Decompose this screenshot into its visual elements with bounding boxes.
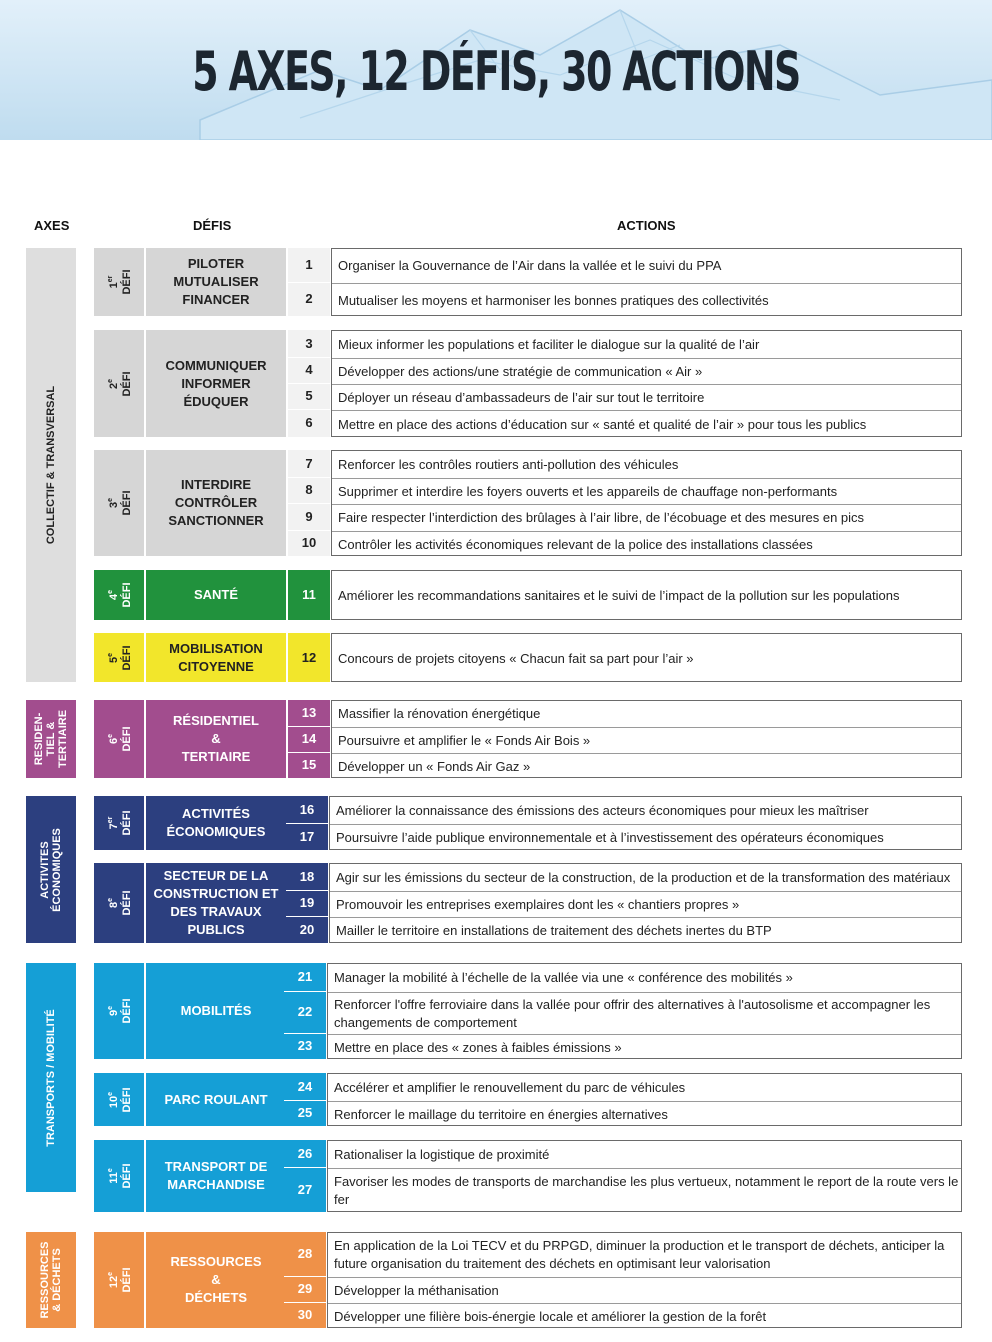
action-text: Favoriser les modes de transports de marchandise les plus vertueux, notamment le report de la route vers le fer xyxy=(334,1174,959,1207)
defi-label-text: TRANSPORT DE MARCHANDISE xyxy=(164,1159,268,1192)
action-number: 12 xyxy=(301,650,317,665)
defi-5-number xyxy=(94,633,144,682)
defi-label-text: RESSOURCES & DÉCHETS xyxy=(170,1254,262,1305)
action-text: Rationaliser la logistique de proximité xyxy=(334,1146,550,1162)
defi-ordinal: 5e DÉFI xyxy=(107,644,133,671)
defi-12-action-numbers xyxy=(284,1232,326,1328)
action-number: 20 xyxy=(299,922,315,937)
defi-label-text: MOBILISATION CITOYENNE xyxy=(169,640,263,674)
row-separator xyxy=(288,357,330,358)
row-separator xyxy=(288,752,330,753)
defi-label-text: INTERDIRE CONTRÔLER SANCTIONNER xyxy=(168,477,264,528)
defi-3-actions xyxy=(331,450,962,556)
defi-10-action-numbers xyxy=(284,1073,326,1126)
action-row xyxy=(332,753,961,779)
action-row xyxy=(332,384,961,410)
action-text: Accélérer et amplifier le renouvellement du parc de véhicules xyxy=(334,1079,686,1095)
defi-1-label xyxy=(146,248,286,316)
action-text: Concours de projets citoyens « Chacun fait sa part pour l’air » xyxy=(338,650,694,666)
defi-11-action-numbers xyxy=(284,1140,326,1212)
action-number: 21 xyxy=(297,969,313,984)
row-separator xyxy=(288,530,330,531)
defi-ordinal: 9e DÉFI xyxy=(107,998,133,1024)
defi-ordinal: 11e DÉFI xyxy=(107,1163,133,1189)
action-text: En application de la Loi TECV et du PRPGD, diminuer la production et le transport de déchets, anticiper la future organisation du traitement des déchets en optimisant leur valorisation xyxy=(334,1238,945,1271)
action-row xyxy=(328,1233,961,1277)
action-row xyxy=(332,410,961,438)
defi-ordinal: 12e DÉFI xyxy=(107,1267,133,1293)
defi-4-number xyxy=(94,570,144,620)
action-text: Développer un « Fonds Air Gaz » xyxy=(338,758,531,774)
action-number: 13 xyxy=(301,705,317,720)
axis-label: COLLECTIF & TRANSVERSAL xyxy=(45,385,57,545)
header-banner xyxy=(0,0,992,140)
action-row xyxy=(332,358,961,384)
defi-1-actions xyxy=(331,248,962,316)
action-text: Mailler le territoire en installations de traitement des déchets inertes du BTP xyxy=(336,923,772,938)
axis-label: TRANSPORTS / MOBILITÉ xyxy=(45,1008,57,1147)
defi-label-text: SECTEUR DE LA CONSTRUCTION ET DES TRAVAUX PUBLICS xyxy=(153,868,279,937)
axis-3 xyxy=(26,796,76,943)
action-text: Renforcer les contrôles routiers anti-pollution des véhicules xyxy=(338,456,679,472)
axis-label: RESIDEN- TIEL & TERTIAIRE xyxy=(33,709,69,769)
action-row xyxy=(330,797,961,824)
action-number: 17 xyxy=(299,829,315,844)
defi-label-text: COMMUNIQUER INFORMER ÉDUQUER xyxy=(165,357,267,409)
defi-3-number xyxy=(94,450,144,556)
defi-3-action-numbers xyxy=(288,450,330,556)
action-text: Développer une filière bois-énergie locale et améliorer la gestion de la forêt xyxy=(334,1308,767,1324)
action-row xyxy=(332,531,961,557)
action-number: 26 xyxy=(297,1146,313,1161)
axis-2 xyxy=(26,700,76,778)
action-row xyxy=(328,1074,961,1101)
action-row xyxy=(328,1034,961,1060)
defi-11-label xyxy=(146,1140,286,1212)
defi-5-label xyxy=(146,633,286,682)
defi-10-actions xyxy=(327,1073,962,1126)
actions-column-header: ACTIONS xyxy=(617,218,676,233)
row-separator xyxy=(288,383,330,384)
defi-label-text: ACTIVITÉS ÉCONOMIQUES xyxy=(166,806,266,839)
defi-6-number xyxy=(94,700,144,778)
defi-11-actions xyxy=(327,1140,962,1212)
defi-2-actions xyxy=(331,330,962,437)
action-text: Agir sur les émissions du secteur de la construction, de la production et de la transformation des matériaux xyxy=(336,869,951,885)
action-text: Renforcer l'offre ferroviaire dans la vallée pour offrir des alternatives à l'autosolisme et accompagner les changements de comportement xyxy=(334,996,931,1030)
action-number: 25 xyxy=(297,1105,313,1120)
defi-8-number xyxy=(94,863,144,943)
action-number: 3 xyxy=(305,336,313,351)
row-separator xyxy=(284,991,326,992)
action-number: 24 xyxy=(297,1079,313,1094)
action-row xyxy=(332,451,961,478)
defi-8-actions xyxy=(329,863,962,943)
action-text: Déployer un réseau d’ambassadeurs de l’air sur tout le territoire xyxy=(338,389,705,405)
defi-7-action-numbers xyxy=(286,796,328,850)
action-row xyxy=(328,1141,961,1168)
defi-9-actions xyxy=(327,963,962,1059)
defi-11-number xyxy=(94,1140,144,1212)
action-text: Mettre en place des actions d’éducation sur « santé et qualité de l’air » pour tous les publics xyxy=(338,416,867,432)
axis-label: ACTIVITES ÉCONOMIQUES xyxy=(39,827,63,912)
defi-label-text: MOBILITÉS xyxy=(180,1003,252,1018)
row-separator xyxy=(284,1033,326,1034)
row-separator xyxy=(288,477,330,478)
row-separator xyxy=(284,1276,326,1277)
action-text: Massifier la rénovation énergétique xyxy=(338,706,541,721)
action-number: 6 xyxy=(305,415,313,430)
defi-2-action-numbers xyxy=(288,330,330,437)
action-number: 18 xyxy=(299,869,315,884)
action-row xyxy=(332,727,961,753)
defi-10-number xyxy=(94,1073,144,1126)
action-text: Développer la méthanisation xyxy=(334,1282,499,1298)
action-row xyxy=(332,249,961,283)
defi-3-label xyxy=(146,450,286,556)
row-separator xyxy=(286,916,328,917)
action-row xyxy=(332,283,961,317)
action-row xyxy=(330,864,961,891)
action-number: 16 xyxy=(299,802,315,817)
action-number: 8 xyxy=(305,482,313,497)
action-text: Faire respecter l’interdiction des brûlages à l’air libre, de l’écobuage et des mesures en pics xyxy=(338,510,865,525)
defi-label-text: SANTÉ xyxy=(193,587,239,602)
defi-5-action-numbers xyxy=(288,633,330,682)
row-separator xyxy=(288,409,330,410)
axis-5 xyxy=(26,1232,76,1328)
action-number: 27 xyxy=(297,1182,313,1197)
action-text: Poursuivre l’aide publique environnementale et à l’investissement des opérateurs économiques xyxy=(336,830,884,845)
defi-12-actions xyxy=(327,1232,962,1328)
action-row xyxy=(328,1303,961,1329)
defi-label-text: PARC ROULANT xyxy=(164,1091,268,1107)
defi-2-label xyxy=(146,330,286,437)
row-separator xyxy=(288,503,330,504)
action-text: Poursuivre et amplifier le « Fonds Air Bois » xyxy=(338,732,591,748)
action-number: 5 xyxy=(305,388,313,403)
action-number: 9 xyxy=(305,509,313,524)
axes-column-header: AXES xyxy=(34,218,70,233)
action-number: 1 xyxy=(305,257,313,272)
action-row xyxy=(332,504,961,531)
action-row xyxy=(328,964,961,992)
defi-ordinal: 1er DÉFI xyxy=(107,269,133,295)
row-separator xyxy=(288,726,330,727)
defi-5-actions xyxy=(331,633,962,682)
defi-ordinal: 4e DÉFI xyxy=(107,582,133,608)
action-row xyxy=(330,891,961,917)
defi-7-actions xyxy=(329,796,962,850)
action-number: 15 xyxy=(301,757,317,772)
action-row xyxy=(332,331,961,358)
defi-8-label xyxy=(146,863,286,943)
action-number: 30 xyxy=(297,1307,313,1322)
defi-12-label xyxy=(146,1232,286,1328)
row-separator xyxy=(284,1302,326,1303)
defi-9-action-numbers xyxy=(284,963,326,1059)
action-number: 14 xyxy=(301,731,317,746)
action-row xyxy=(328,992,961,1034)
action-text: Supprimer et interdire les foyers ouverts et les appareils de chauffage non-performants xyxy=(338,483,838,499)
defi-ordinal: 7er DÉFI xyxy=(107,810,133,836)
action-row xyxy=(332,571,961,621)
defi-10-label xyxy=(146,1073,286,1126)
axis-1 xyxy=(26,248,76,682)
row-separator xyxy=(286,823,328,824)
action-row xyxy=(328,1101,961,1127)
defi-4-action-numbers xyxy=(288,570,330,620)
defi-ordinal: 8e DÉFI xyxy=(107,890,133,916)
action-row xyxy=(330,824,961,851)
action-number: 29 xyxy=(297,1281,313,1296)
action-number: 22 xyxy=(297,1004,313,1019)
defi-ordinal: 2e DÉFI xyxy=(107,370,133,397)
action-row xyxy=(330,917,961,944)
action-number: 23 xyxy=(297,1038,313,1053)
action-text: Promouvoir les entreprises exemplaires dont les « chantiers propres » xyxy=(336,896,740,912)
row-separator xyxy=(284,1100,326,1101)
action-number: 7 xyxy=(305,456,313,471)
action-row xyxy=(328,1168,961,1213)
defi-9-label xyxy=(146,963,286,1059)
defi-12-number xyxy=(94,1232,144,1328)
action-text: Développer des actions/une stratégie de communication « Air » xyxy=(338,363,703,379)
action-text: Améliorer les recommandations sanitaires et le suivi de l’impact de la pollution sur les populations xyxy=(338,588,900,603)
defi-4-label xyxy=(146,570,286,620)
action-text: Mieux informer les populations et faciliter le dialogue sur la qualité de l’air xyxy=(338,336,760,352)
defis-column-header: DÉFIS xyxy=(193,218,232,233)
action-number: 10 xyxy=(301,535,317,550)
row-separator xyxy=(288,282,330,283)
action-row xyxy=(332,701,961,727)
defi-7-number xyxy=(94,796,144,850)
axis-4 xyxy=(26,963,76,1192)
action-row xyxy=(328,1277,961,1303)
defi-2-number xyxy=(94,330,144,437)
defi-1-action-numbers xyxy=(288,248,330,316)
defi-ordinal: 3e DÉFI xyxy=(107,490,133,516)
action-number: 4 xyxy=(305,362,313,377)
action-row xyxy=(332,634,961,683)
action-text: Contrôler les activités économiques relevant de la police des installations classées xyxy=(338,536,813,552)
defi-9-number xyxy=(94,963,144,1059)
defi-7-label xyxy=(146,796,286,850)
row-separator xyxy=(286,890,328,891)
page-title: 5 AXES, 12 DÉFIS, 30 ACTIONS xyxy=(192,40,800,103)
defi-1-number xyxy=(94,248,144,316)
action-row xyxy=(332,478,961,504)
defi-4-actions xyxy=(331,570,962,620)
defi-ordinal: 10e DÉFI xyxy=(107,1086,133,1113)
row-separator xyxy=(284,1167,326,1168)
action-text: Améliorer la connaissance des émissions des acteurs économiques pour mieux les maîtriser xyxy=(336,802,869,818)
action-number: 11 xyxy=(302,587,316,602)
action-text: Manager la mobilité à l’échelle de la vallée via une « conférence des mobilités » xyxy=(334,970,793,985)
defi-ordinal: 6e DÉFI xyxy=(107,726,133,752)
defi-6-actions xyxy=(331,700,962,778)
action-number: 28 xyxy=(297,1246,313,1261)
axis-label: RESSOURCES & DÉCHETS xyxy=(39,1241,63,1319)
action-text: Mettre en place des « zones à faibles émissions » xyxy=(334,1039,622,1055)
action-text: Organiser la Gouvernance de l’Air dans la vallée et le suivi du PPA xyxy=(338,258,722,273)
defi-6-action-numbers xyxy=(288,700,330,778)
defi-label-text: PILOTER MUTUALISER FINANCER xyxy=(173,256,259,307)
defi-6-label xyxy=(146,700,286,778)
action-number: 2 xyxy=(305,291,313,306)
action-text: Renforcer le maillage du territoire en énergies alternatives xyxy=(334,1106,668,1122)
defi-8-action-numbers xyxy=(286,863,328,943)
action-text: Mutualiser les moyens et harmoniser les bonnes pratiques des collectivités xyxy=(338,292,769,308)
defi-label-text: RÉSIDENTIEL & TERTIAIRE xyxy=(173,713,259,764)
action-number: 19 xyxy=(299,895,315,910)
